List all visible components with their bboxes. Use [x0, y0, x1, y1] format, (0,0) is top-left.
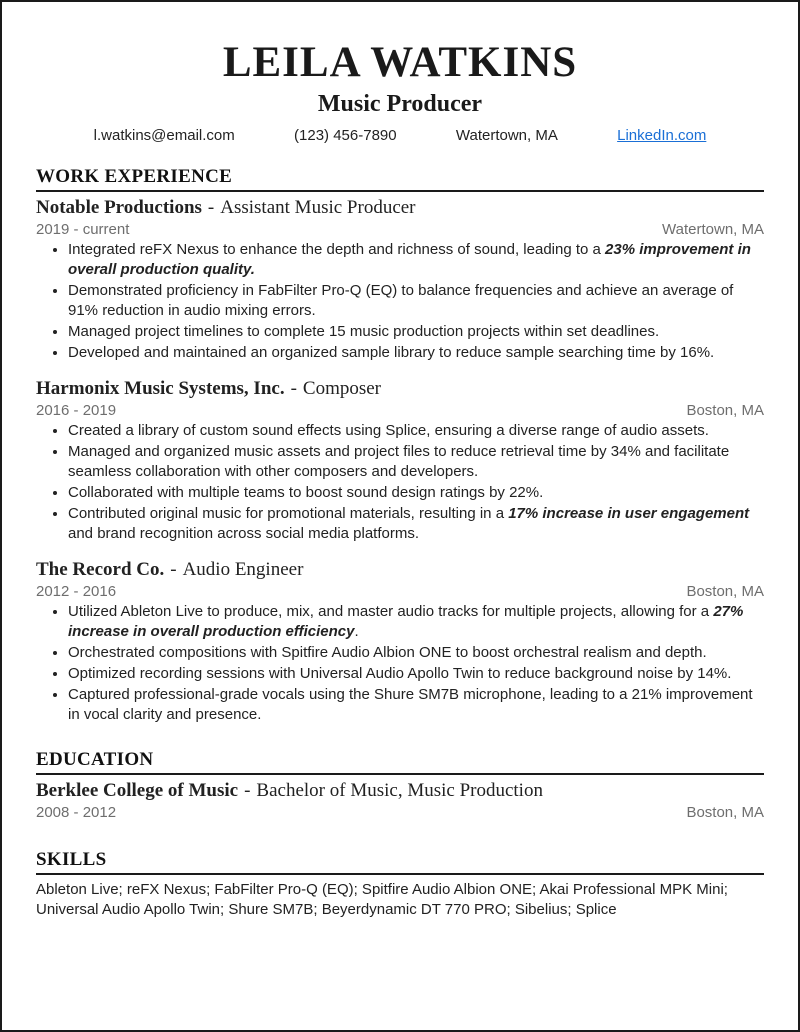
phone-text: (123) 456-7890: [294, 127, 397, 144]
job-organization: Notable Productions: [36, 197, 202, 218]
job-entry: [36, 196, 764, 363]
education-entry: [36, 779, 764, 823]
bullet-text: Integrated reFX Nexus to enhance the depth and richness of sound, leading to a: [68, 241, 606, 258]
job-role: Audio Engineer: [182, 559, 304, 580]
job-meta: [36, 220, 764, 240]
job-separator: -: [207, 197, 215, 218]
section-title-work: WORK EXPERIENCE: [36, 166, 764, 192]
skills-list: Ableton Live; reFX Nexus; FabFilter Pro-Q (EQ); Spitfire Audio Albion ONE; Akai Professional MPK Mini; Universal Audio Apollo Twin; Shure SM7B; Beyerdynamic DT 770 PRO; Sibelius; Splice: [36, 881, 728, 918]
job-bullet: [68, 442, 764, 482]
education-location: Boston, MA: [686, 804, 764, 821]
bullet-highlight: 27% increase in overall production efficiency: [68, 603, 744, 640]
job-bullets: [36, 602, 764, 725]
school-name: Berklee College of Music: [36, 780, 239, 801]
job-location: Watertown, MA: [662, 221, 764, 238]
education-meta: [36, 803, 764, 823]
job-organization: Harmonix Music Systems, Inc.: [36, 378, 285, 399]
job-role: Composer: [302, 378, 382, 399]
job-meta: [36, 582, 764, 602]
job-organization: The Record Co.: [36, 559, 165, 580]
job-bullets: [36, 240, 764, 363]
bullet-text-tail: .: [354, 623, 359, 640]
bullet-text: Created a library of custom sound effects using Splice, ensuring a diverse range of audio assets.: [68, 422, 709, 439]
bullet-text: Collaborated with multiple teams to boost sound design ratings by 22%.: [68, 484, 544, 501]
job-heading: [36, 558, 764, 582]
bullet-text: Contributed original music for promotional materials, resulting in a: [68, 505, 509, 522]
bullet-highlight: 23% improvement in overall production quality.: [68, 241, 751, 278]
bullet-text: Demonstrated proficiency in FabFilter Pro-Q (EQ) to balance frequencies and achieve an average of 91% reduction in audio mixing errors.: [68, 282, 734, 319]
job-separator: -: [170, 559, 177, 580]
job-heading: [36, 196, 764, 220]
job-separator: -: [290, 378, 297, 399]
job-dates: 2012 - 2016: [36, 583, 117, 600]
job-bullet: [68, 504, 764, 544]
job-bullet: [68, 664, 764, 684]
job-bullet: [68, 343, 764, 363]
bullet-text-tail: and brand recognition across social media platforms.: [68, 525, 420, 542]
contact-info: [36, 126, 764, 146]
location-text: Watertown, MA: [455, 127, 558, 144]
bullet-text: Utilized Ableton Live to produce, mix, and master audio tracks for multiple projects, allowing for a: [68, 603, 714, 620]
bullet-text: Managed and organized music assets and project files to reduce retrieval time by 34% and facilitate seamless collaboration with other composers and developers.: [68, 443, 730, 480]
education-dates: 2008 - 2012: [36, 804, 117, 821]
job-heading: [36, 377, 764, 401]
job-dates: 2016 - 2019: [36, 402, 117, 419]
job-location: Boston, MA: [686, 583, 764, 600]
job-entry: [36, 558, 764, 725]
job-role: Assistant Music Producer: [220, 197, 416, 218]
job-bullet: [68, 281, 764, 321]
job-dates: 2019 - current: [36, 221, 130, 238]
job-bullets: [36, 421, 764, 544]
job-bullet: [68, 240, 764, 280]
section-title-education: EDUCATION: [36, 749, 764, 775]
job-bullet: [68, 685, 764, 725]
bullet-text: Optimized recording sessions with Universal Audio Apollo Twin to reduce background noise by 14%.: [68, 665, 732, 682]
job-entry: [36, 377, 764, 544]
job-location: Boston, MA: [686, 402, 764, 419]
bullet-text: Orchestrated compositions with Spitfire Audio Albion ONE to boost orchestral realism and depth.: [68, 644, 707, 661]
linkedin-link[interactable]: LinkedIn.com: [617, 127, 707, 144]
candidate-title: Music Producer: [317, 91, 483, 117]
email-text: l.watkins@email.com: [93, 127, 235, 144]
job-meta: [36, 401, 764, 421]
job-bullet: [68, 421, 764, 441]
education-separator: -: [244, 780, 251, 801]
job-bullet: [68, 643, 764, 663]
job-bullet: [68, 322, 764, 342]
candidate-name: LEILA WATKINS: [222, 39, 578, 86]
bullet-text: Captured professional-grade vocals using the Shure SM7B microphone, leading to a 21% improvement in vocal clarity and presence.: [68, 686, 753, 723]
section-title-skills: SKILLS: [36, 849, 764, 875]
bullet-highlight: 17% increase in user engagement: [508, 505, 750, 522]
job-bullet: [68, 602, 764, 642]
degree-name: Bachelor of Music, Music Production: [256, 780, 543, 801]
bullet-text: Developed and maintained an organized sample library to reduce sample searching time by 16%.: [68, 344, 715, 361]
bullet-text: Managed project timelines to complete 15 music production projects within set deadlines.: [68, 323, 660, 340]
education-heading: [36, 779, 764, 803]
job-bullet: [68, 483, 764, 503]
